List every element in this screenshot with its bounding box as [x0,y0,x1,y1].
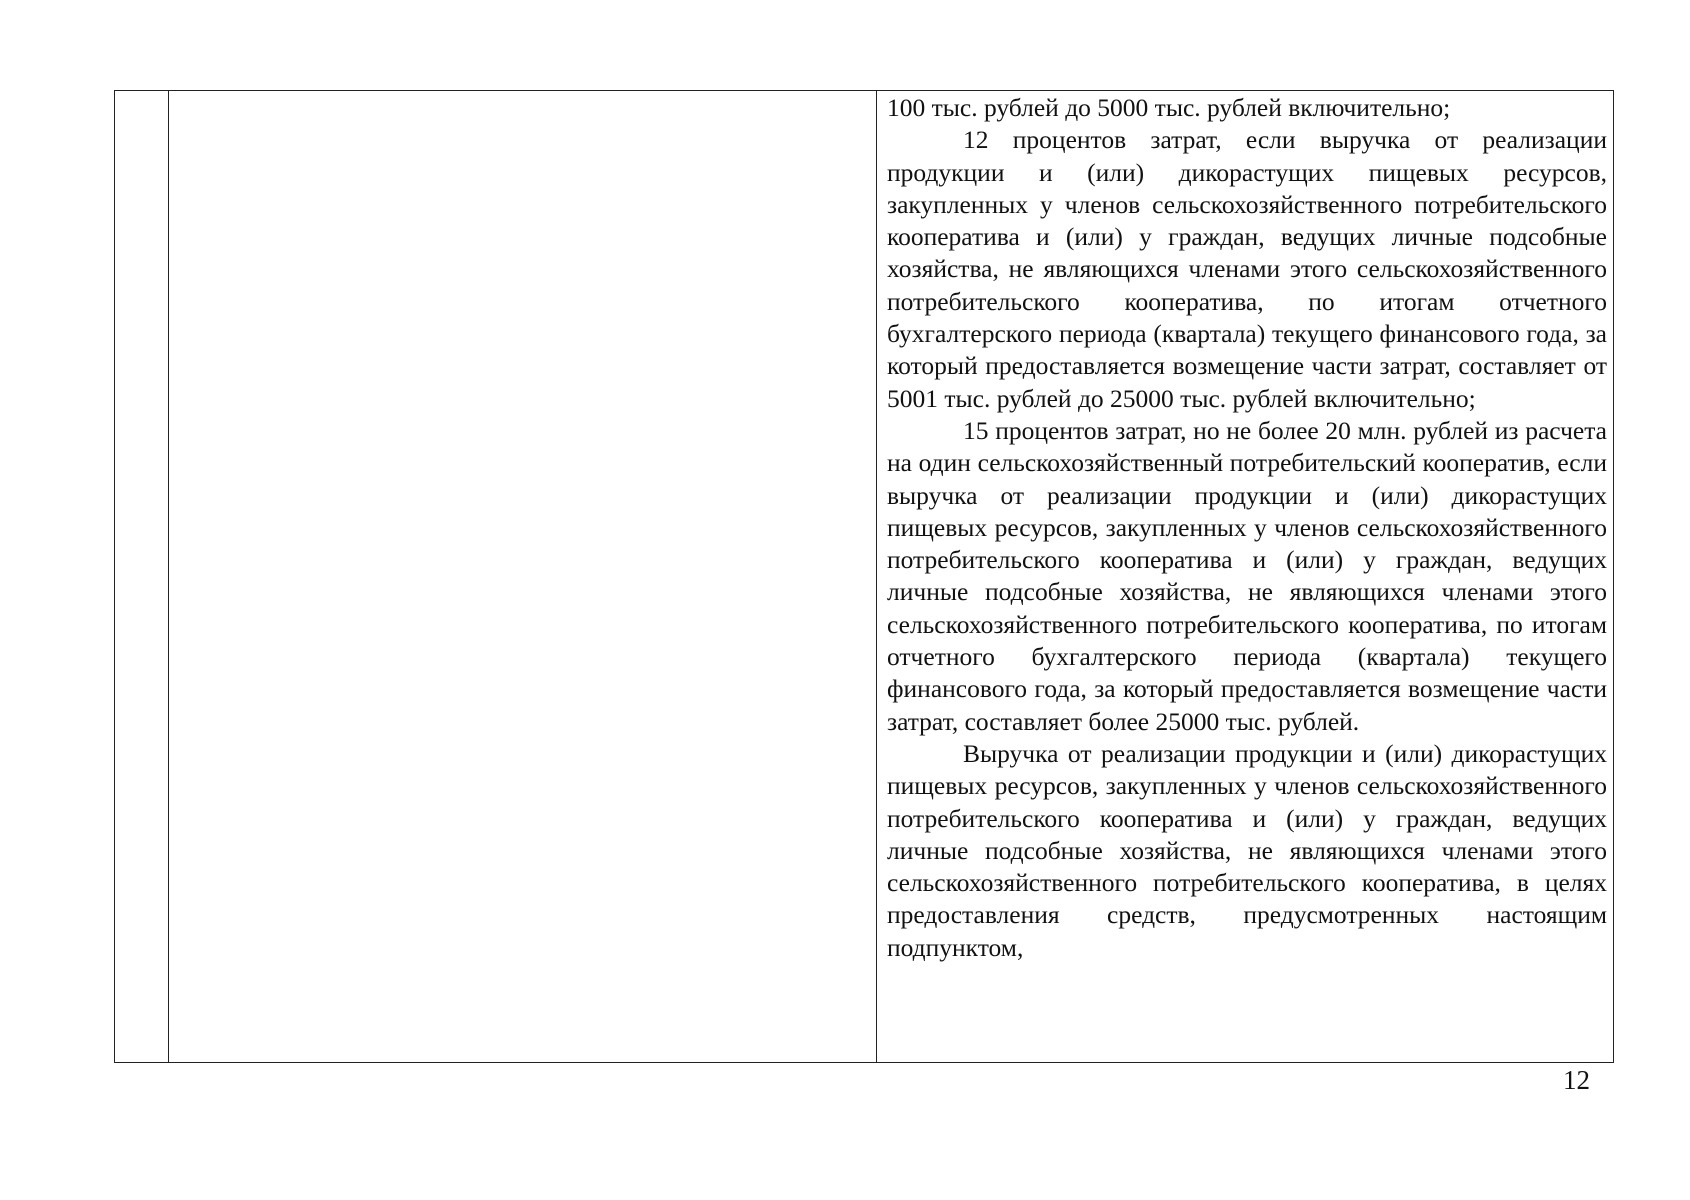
table-text-cell [887,92,1607,1060]
document-table [114,90,1614,1063]
paragraph-continuation: 100 тыс. рублей до 5000 тыс. рублей включительно; [887,93,1451,122]
paragraph-12-percent: 12 процентов затрат, если выручка от реализации продукции и (или) дикорастущих пищевых ресурсов, закупленных у членов сельскохозяйственного потребительского кооператива и (или) у граждан, ведущих личные подсобные хозяйства, не являющихся членами этого сельскохозяйственного потребительского кооператива, по итогам отчетного бухгалтерского периода (квартала) текущего финансового года, за который предоставляется возмещение части затрат, составляет от 5001 тыс. рублей до 25000 тыс. рублей включительно; [887,125,1607,413]
paragraph-15-percent: 15 процентов затрат, но не более 20 млн. рублей из расчета на один сельскохозяйственный потребительский кооператив, если выручка от реализации продукции и (или) дикорастущих пищевых ресурсов, закупленных у членов сельскохозяйственного потребительского кооператива и (или) у граждан, ведущих личные подсобные хозяйства, не являющихся членами этого сельскохозяйственного потребительского кооператива, по итогам отчетного бухгалтерского периода (квартала) текущего финансового года, за который предоставляется возмещение части затрат, составляет более 25000 тыс. рублей. [887,415,1607,736]
paragraph-revenue: Выручка от реализации продукции и (или) дикорастущих пищевых ресурсов, закупленных у членов сельскохозяйственного потребительского кооператива и (или) у граждан, ведущих личные подсобные хозяйства, не являющихся членами этого сельскохозяйственного потребительского кооператива, в целях предоставления средств, предусмотренных настоящим подпунктом, [887,738,1607,962]
table-column-divider-2 [876,91,877,1062]
page-number: 12 [1563,1065,1590,1095]
table-column-divider-1 [168,91,169,1062]
